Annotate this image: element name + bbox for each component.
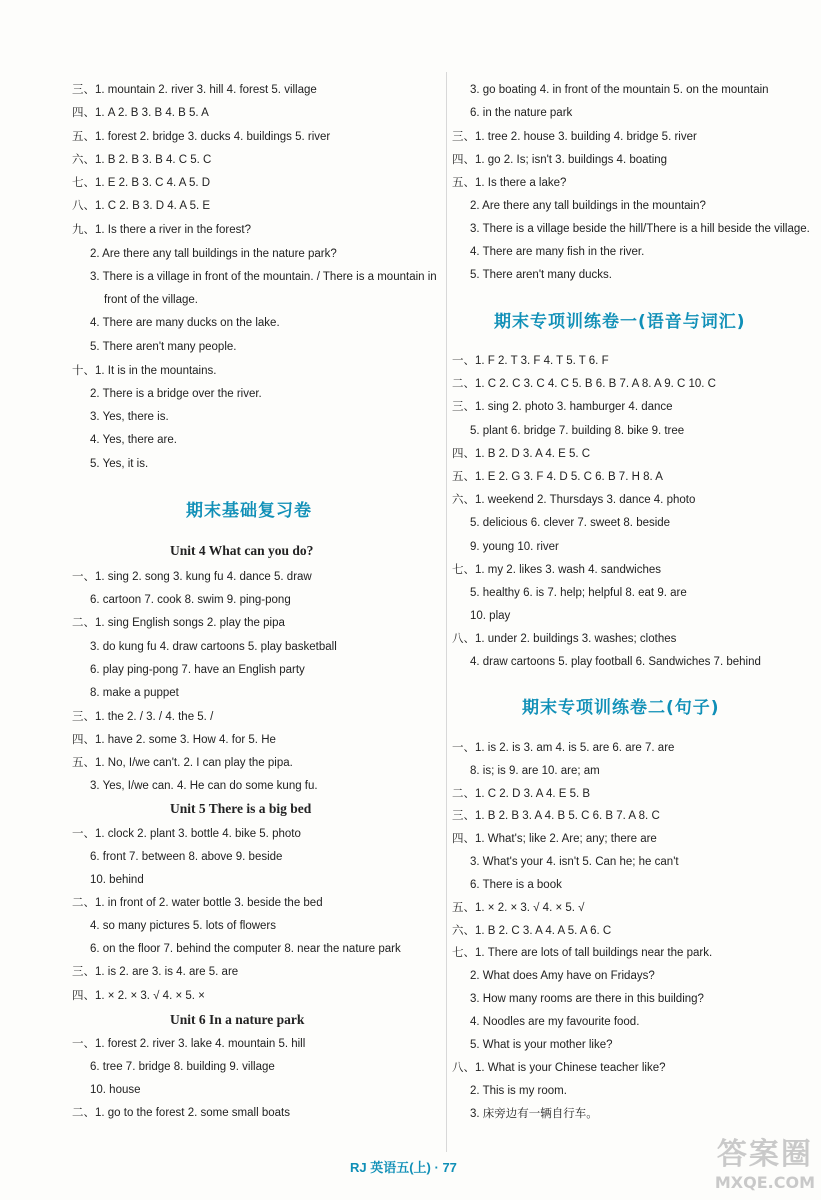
answer-line: 9. young 10. river <box>470 541 559 553</box>
section-title-special-training-1: 期末专项训练卷一(语音与词汇) <box>494 312 746 332</box>
answer-line: 2. Are there any tall buildings in the mountain? <box>470 200 706 212</box>
answer-line: 五、1. No, I/we can't. 2. I can play the pipa. <box>72 757 293 769</box>
answer-line: 八、1. C 2. B 3. D 4. A 5. E <box>72 200 211 212</box>
answer-line: 五、1. E 2. G 3. F 4. D 5. C 6. B 7. H 8. A <box>452 471 663 483</box>
answer-line: 四、1. What's; like 2. Are; any; there are <box>452 833 657 845</box>
answer-line: 一、1. sing 2. song 3. kung fu 4. dance 5. draw <box>72 571 312 583</box>
answer-line: 8. is; is 9. are 10. are; am <box>470 765 600 777</box>
answer-line: 4. Noodles are my favourite food. <box>470 1016 640 1028</box>
answer-line: 四、1. B 2. D 3. A 4. E 5. C <box>452 448 591 460</box>
answer-line: 六、1. B 2. B 3. B 4. C 5. C <box>72 154 212 166</box>
answer-line: 五、1. forest 2. bridge 3. ducks 4. buildings 5. river <box>72 131 331 143</box>
answer-line: 五、1. × 2. × 3. √ 4. × 5. √ <box>452 902 585 914</box>
answer-line: 4. There are many fish in the river. <box>470 246 645 258</box>
answer-line: 5. There aren't many ducks. <box>470 269 612 281</box>
answer-line: 四、1. A 2. B 3. B 4. B 5. A <box>72 107 209 119</box>
answer-line: 八、1. under 2. buildings 3. washes; clothes <box>452 633 677 645</box>
answer-line: 五、1. Is there a lake? <box>452 177 567 189</box>
answer-line: 三、1. B 2. B 3. A 4. B 5. C 6. B 7. A 8. C <box>452 810 660 822</box>
answer-line: 5. What is your mother like? <box>470 1039 613 1051</box>
watermark-text: 答案圈 <box>716 1137 813 1172</box>
answer-line: 七、1. There are lots of tall buildings near the park. <box>452 947 713 959</box>
answer-line: 8. make a puppet <box>90 687 179 699</box>
answer-line: 4. There are many ducks on the lake. <box>90 317 280 329</box>
unit-5-heading: Unit 5 There is a big bed <box>170 801 312 816</box>
answer-line: 六、1. weekend 2. Thursdays 3. dance 4. photo <box>452 494 696 506</box>
watermark-url: MXQE.COM <box>714 1173 815 1192</box>
answer-line: 10. play <box>470 610 511 622</box>
answer-line: 二、1. C 2. C 3. C 4. C 5. B 6. B 7. A 8. A 9. C 10. C <box>452 378 716 390</box>
answer-line: 2. There is a bridge over the river. <box>90 388 262 400</box>
answer-line: 三、1. the 2. / 3. / 4. the 5. / <box>72 711 214 723</box>
answer-line: 5. healthy 6. is 7. help; helpful 8. eat 9. are <box>470 587 687 599</box>
answer-line: 2. This is my room. <box>470 1085 567 1097</box>
answer-line: 二、1. sing English songs 2. play the pipa <box>72 617 285 629</box>
answer-line: 4. Yes, there are. <box>90 434 177 446</box>
answer-line: 四、1. go 2. Is; isn't 3. buildings 4. boating <box>452 154 668 166</box>
column-divider <box>446 72 447 1152</box>
answer-line: 6. play ping-pong 7. have an English party <box>90 664 305 676</box>
answer-line: 三、1. tree 2. house 3. building 4. bridge 5. river <box>452 131 697 143</box>
watermark-logo <box>715 1129 815 1192</box>
answer-line: 5. There aren't many people. <box>90 341 237 353</box>
answer-line: front of the village. <box>104 294 198 306</box>
unit-4-heading: Unit 4 What can you do? <box>170 543 314 558</box>
answer-line: 3. go boating 4. in front of the mountain 5. on the mountain <box>470 84 769 96</box>
answer-line: 一、1. forest 2. river 3. lake 4. mountain 5. hill <box>72 1038 306 1050</box>
answer-line: 6. There is a book <box>470 879 562 891</box>
answer-line: 一、1. is 2. is 3. am 4. is 5. are 6. are 7. are <box>452 742 675 754</box>
answer-line: 三、1. is 2. are 3. is 4. are 5. are <box>72 966 239 978</box>
answer-line: 一、1. clock 2. plant 3. bottle 4. bike 5. photo <box>72 828 301 840</box>
answer-line: 六、1. B 2. C 3. A 4. A 5. A 6. C <box>452 925 612 937</box>
answer-line: 4. so many pictures 5. lots of flowers <box>90 920 276 932</box>
section-title-final-review: 期末基础复习卷 <box>186 501 312 521</box>
answer-line: 四、1. × 2. × 3. √ 4. × 5. × <box>72 990 205 1002</box>
answer-line: 七、1. E 2. B 3. C 4. A 5. D <box>72 177 211 189</box>
answer-line: 二、1. go to the forest 2. some small boats <box>72 1107 290 1119</box>
answer-line: 十、1. It is in the mountains. <box>72 365 217 377</box>
answer-line: 二、1. in front of 2. water bottle 3. beside the bed <box>72 897 323 909</box>
answer-line: 2. Are there any tall buildings in the nature park? <box>90 248 337 260</box>
answer-line: 3. There is a village beside the hill/There is a hill beside the village. <box>470 223 810 235</box>
answer-line: 八、1. What is your Chinese teacher like? <box>452 1062 666 1074</box>
answer-line: 6. front 7. between 8. above 9. beside <box>90 851 283 863</box>
answer-line: 3. How many rooms are there in this building? <box>470 993 704 1005</box>
answer-line: 一、1. F 2. T 3. F 4. T 5. T 6. F <box>452 355 609 367</box>
answer-line: 七、1. my 2. likes 3. wash 4. sandwiches <box>452 564 661 576</box>
answer-line: 6. cartoon 7. cook 8. swim 9. ping-pong <box>90 594 291 606</box>
answer-line: 3. Yes, I/we can. 4. He can do some kung fu. <box>90 780 318 792</box>
answer-line: 4. draw cartoons 5. play football 6. Sandwiches 7. behind <box>470 656 761 668</box>
answer-line: 6. tree 7. bridge 8. building 9. village <box>90 1061 275 1073</box>
answer-line: 6. on the floor 7. behind the computer 8. near the nature park <box>90 943 401 955</box>
answer-line: 5. plant 6. bridge 7. building 8. bike 9. tree <box>470 425 685 437</box>
unit-6-heading: Unit 6 In a nature park <box>170 1012 305 1027</box>
answer-line: 6. in the nature park <box>470 107 573 119</box>
answer-line: 四、1. have 2. some 3. How 4. for 5. He <box>72 734 276 746</box>
answer-line: 九、1. Is there a river in the forest? <box>72 224 251 236</box>
answer-line: 3. There is a village in front of the mountain. / There is a mountain in <box>90 271 437 283</box>
answer-line: 10. behind <box>90 874 144 886</box>
answer-line: 3. 床旁边有一辆自行车。 <box>470 1108 598 1120</box>
answer-line: 三、1. sing 2. photo 3. hamburger 4. dance <box>452 401 673 413</box>
answer-line: 2. What does Amy have on Fridays? <box>470 970 655 982</box>
answer-line: 3. What's your 4. isn't 5. Can he; he can't <box>470 856 679 868</box>
answer-line: 5. Yes, it is. <box>90 458 149 470</box>
page-footer: RJ 英语五(上) · 77 <box>350 1160 457 1175</box>
answer-line: 3. do kung fu 4. draw cartoons 5. play basketball <box>90 641 337 653</box>
section-title-special-training-2: 期末专项训练卷二(句子) <box>522 698 720 718</box>
answer-line: 10. house <box>90 1084 141 1096</box>
answer-line: 三、1. mountain 2. river 3. hill 4. forest 5. village <box>72 84 317 96</box>
answer-line: 二、1. C 2. D 3. A 4. E 5. B <box>452 788 591 800</box>
answer-line: 5. delicious 6. clever 7. sweet 8. beside <box>470 517 671 529</box>
answer-line: 3. Yes, there is. <box>90 411 169 423</box>
